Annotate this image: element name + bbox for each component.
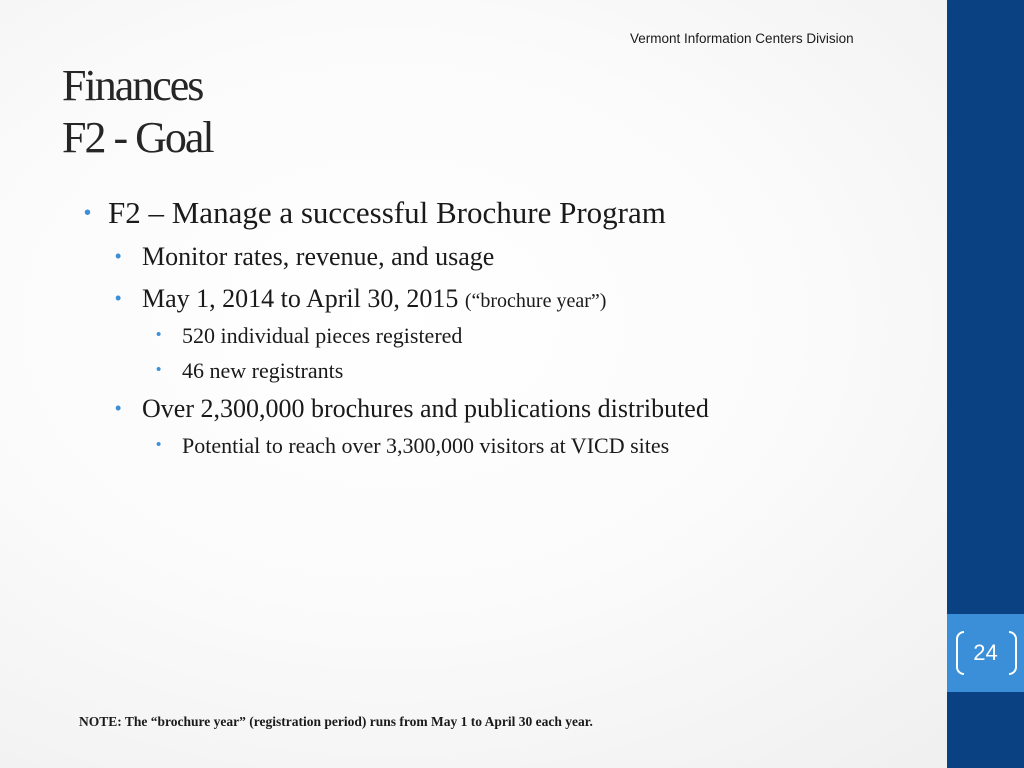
bullet-item (115, 394, 709, 424)
bullet-item (156, 358, 344, 384)
title-line-1: Finances (62, 61, 203, 110)
page-number: 24 (973, 640, 998, 665)
title-line-2: F2 - Goal (62, 113, 213, 162)
bullet-dot-icon: • (156, 361, 162, 378)
bullet-text: Over 2,300,000 brochures and publications distributed (142, 394, 709, 423)
bullet-text: 520 individual pieces registered (182, 323, 463, 348)
bullet-item (115, 242, 495, 272)
bullet-dot-icon: • (156, 326, 162, 343)
bullet-item (84, 195, 666, 231)
bullet-item (115, 284, 607, 314)
bullet-text: Potential to reach over 3,300,000 visitors at VICD sites (182, 433, 670, 458)
bullet-dot-icon: • (115, 288, 122, 308)
bullet-text: Monitor rates, revenue, and usage (142, 242, 495, 271)
bullet-dot-icon: • (115, 398, 122, 418)
bullet-text: F2 – Manage a successful Brochure Program (108, 195, 666, 230)
footnote: NOTE: The “brochure year” (registration period) runs from May 1 to April 30 each year. (79, 714, 593, 729)
page-number-badge (947, 614, 1024, 692)
bullet-suffix: (“brochure year”) (464, 290, 607, 312)
bullet-dot-icon: • (84, 202, 92, 224)
bullet-dot-icon: • (156, 436, 162, 453)
slide-title (62, 60, 213, 164)
bullet-dot-icon: • (115, 246, 122, 266)
header-organization: Vermont Information Centers Division (630, 31, 854, 46)
bullet-item (156, 323, 463, 349)
bullet-text: May 1, 2014 to April 30, 2015 (142, 284, 459, 313)
bullet-text: 46 new registrants (182, 358, 344, 383)
bullet-item (156, 433, 670, 459)
right-bracket-icon (1009, 631, 1017, 675)
